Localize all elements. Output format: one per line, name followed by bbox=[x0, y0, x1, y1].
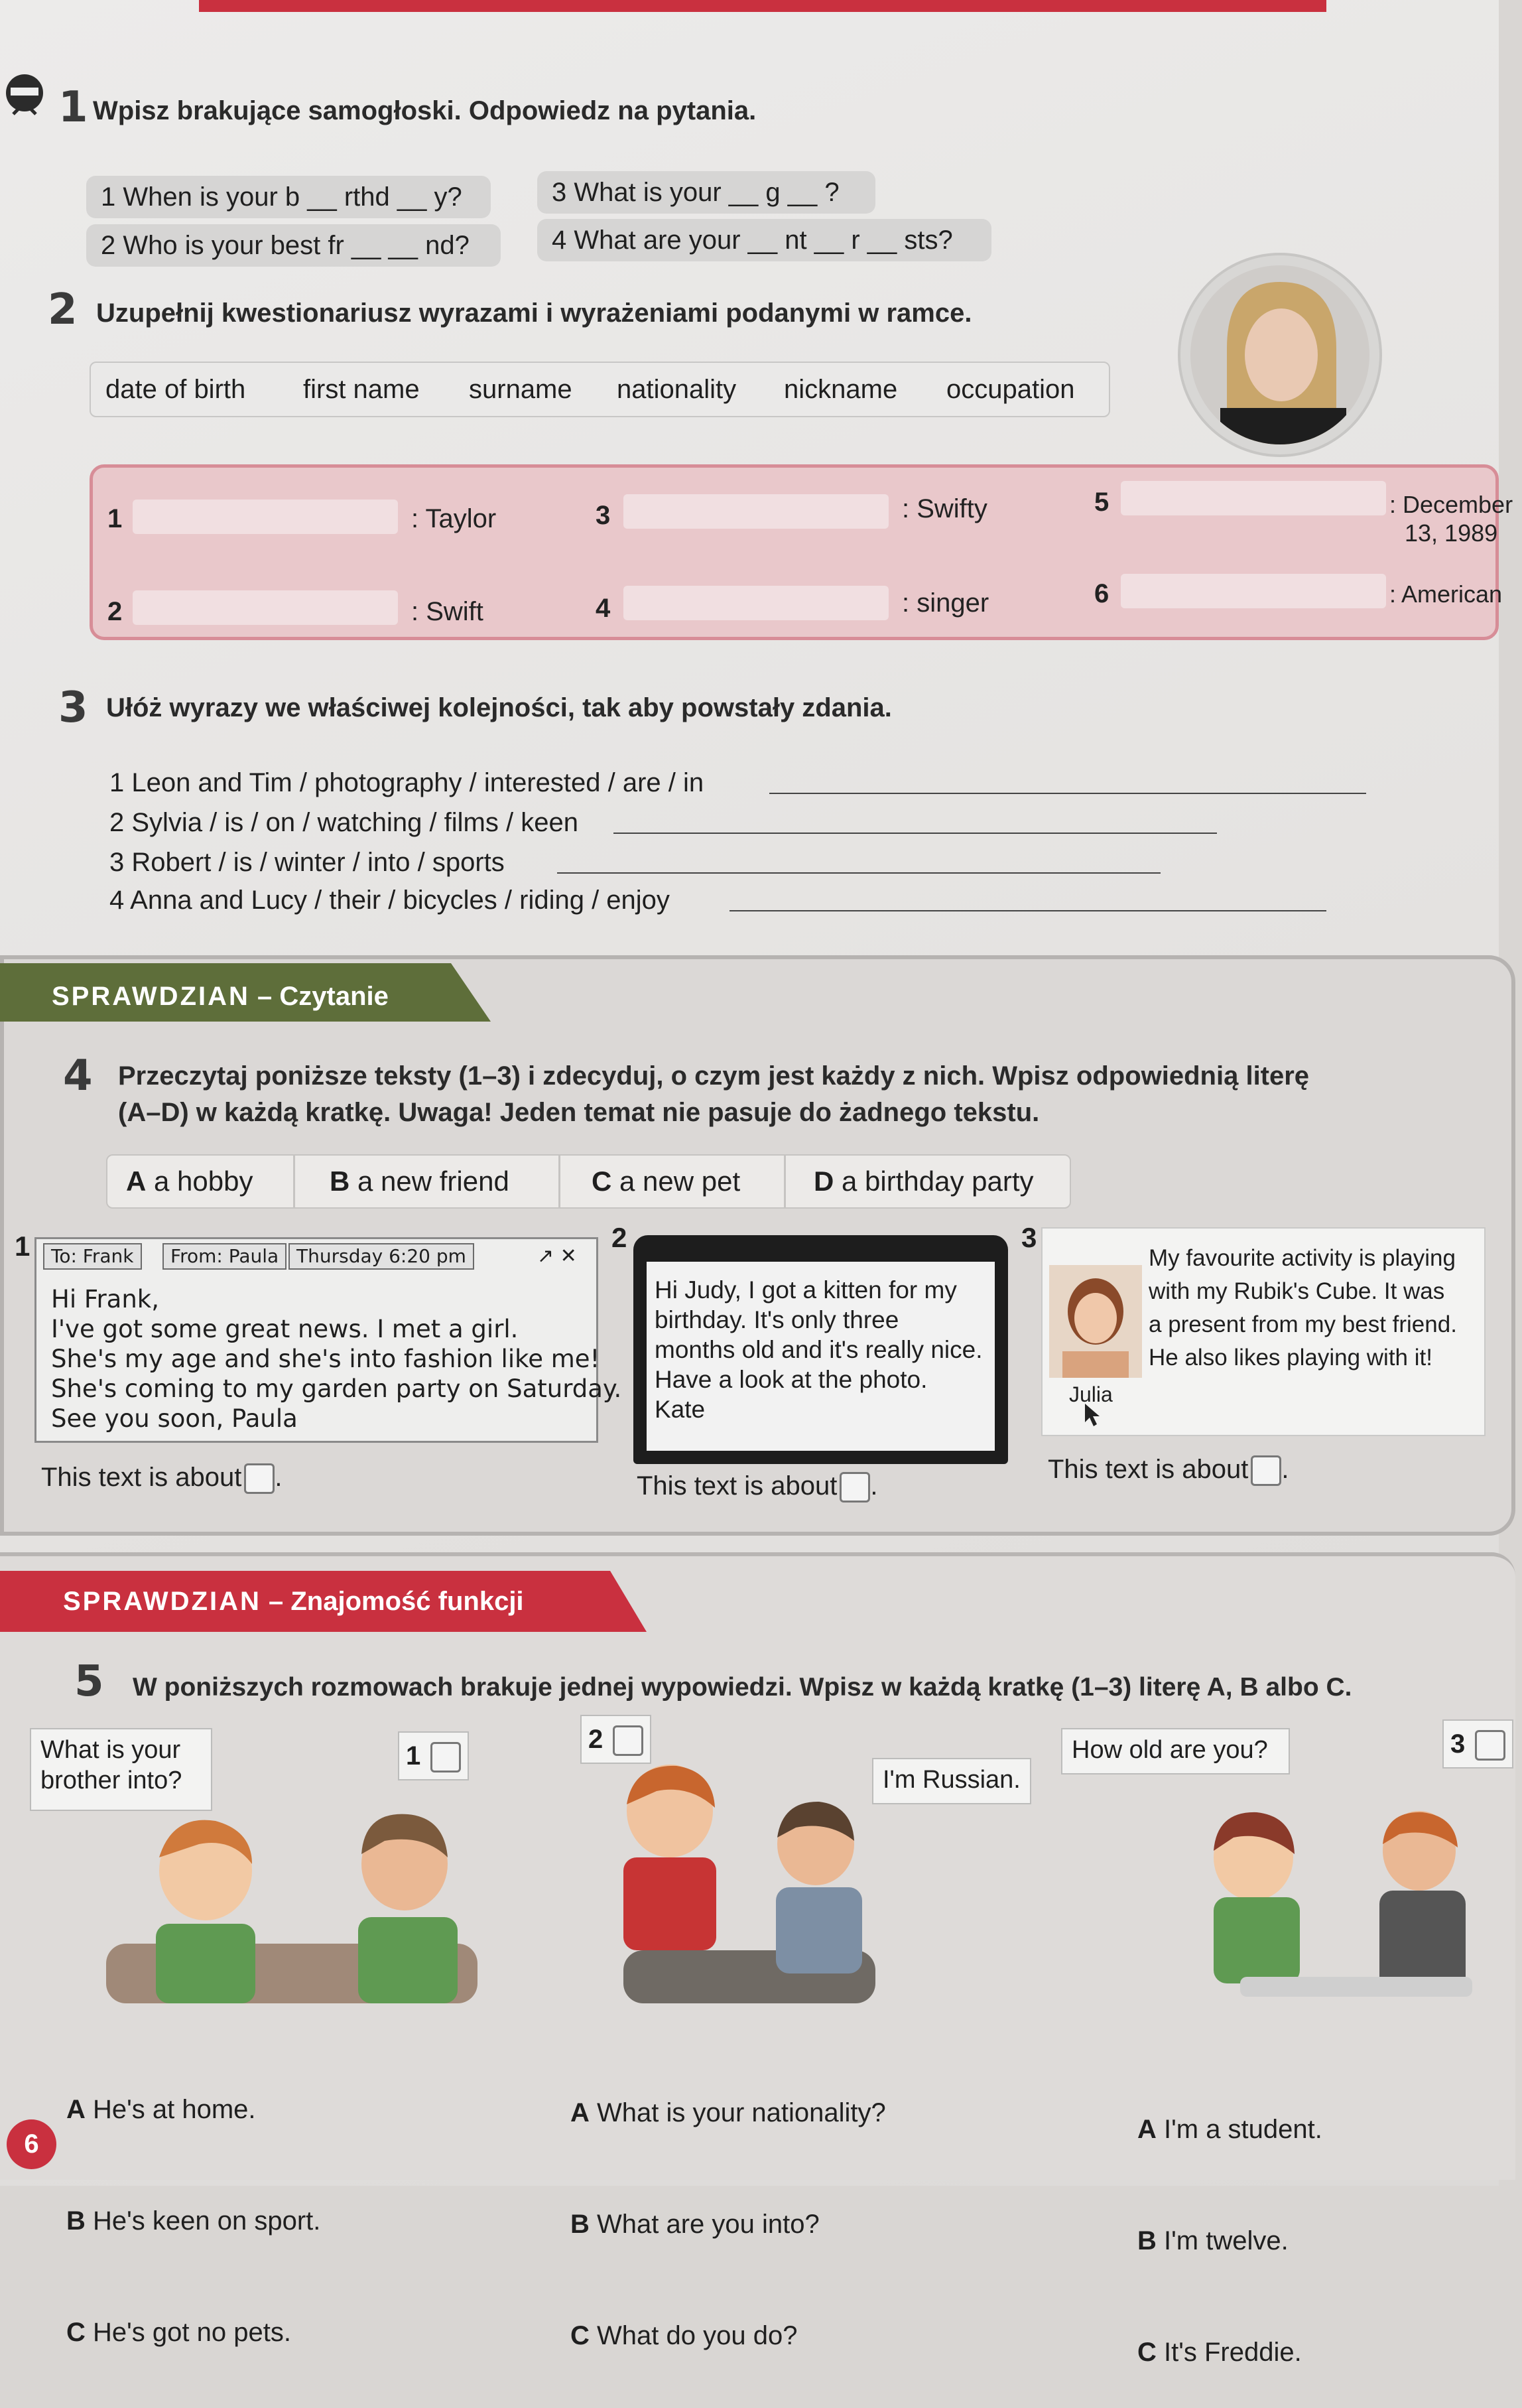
speech-bubble: What is your brother into? bbox=[30, 1728, 212, 1811]
boys-illustration bbox=[597, 1758, 902, 2010]
question-pill: 3 What is your __ g __ ? bbox=[537, 171, 875, 214]
speech-bubble: How old are you? bbox=[1061, 1728, 1290, 1774]
option-divider bbox=[558, 1156, 560, 1207]
form-value: : December bbox=[1389, 491, 1513, 518]
form-field-5[interactable] bbox=[1121, 481, 1386, 515]
word-nationality: nationality bbox=[617, 375, 737, 404]
exercise-title: Przeczytaj poniższe teksty (1–3) i zdecyduj, o czym jest każdy z nich. Wpisz odpowiednią literę bbox=[118, 1061, 1310, 1091]
answer-options-1: A He's at home. B He's keen on sport. C He's got no pets. bbox=[66, 2095, 321, 2347]
profile-post-card bbox=[1041, 1227, 1486, 1436]
text-number: 3 bbox=[1021, 1222, 1037, 1253]
top-band bbox=[199, 0, 1326, 12]
form-field-3[interactable] bbox=[623, 494, 889, 529]
option-divider bbox=[293, 1156, 295, 1207]
exercise-number: 5 bbox=[74, 1657, 104, 1706]
girl-and-boy-illustration bbox=[1167, 1798, 1486, 2023]
sentence-item: 3 Robert / is / winter / into / sports bbox=[109, 848, 505, 877]
option-c: C a new pet bbox=[592, 1166, 741, 1197]
exercise-title: W poniższych rozmowach brakuje jednej wypowiedzi. Wpisz w każdą kratkę (1–3) literę A, B albo C. bbox=[133, 1673, 1352, 1702]
option-d: D a birthday party bbox=[814, 1166, 1034, 1197]
profile-photo bbox=[1049, 1265, 1142, 1378]
form-number: 5 bbox=[1094, 488, 1110, 517]
photo-caption: Julia bbox=[1069, 1382, 1113, 1406]
celebrity-photo bbox=[1180, 255, 1379, 454]
about-answer-3: This text is about . bbox=[1048, 1455, 1289, 1486]
word-nickname: nickname bbox=[784, 375, 898, 404]
speech-bubble: I'm Russian. bbox=[872, 1758, 1031, 1804]
form-number: 3 bbox=[596, 501, 611, 530]
about-answer-1: This text is about . bbox=[41, 1463, 283, 1494]
boys-illustration bbox=[93, 1791, 491, 2010]
form-value: : Swift bbox=[411, 597, 483, 626]
email-time: Thursday 6:20 pm bbox=[288, 1243, 474, 1270]
about-answer-2: This text is about . bbox=[637, 1471, 878, 1503]
form-field-2[interactable] bbox=[133, 590, 398, 625]
page-number: 6 bbox=[7, 2119, 56, 2169]
word-occupation: occupation bbox=[946, 375, 1075, 404]
exercise-title: Wpisz brakujące samogłoski. Odpowiedz na pytania. bbox=[93, 96, 757, 125]
form-value: : Taylor bbox=[411, 504, 497, 533]
reading-banner-text: SPRAWDZIAN – Czytanie bbox=[52, 982, 389, 1011]
exercise-number: 2 bbox=[48, 285, 78, 334]
form-field-4[interactable] bbox=[623, 586, 889, 620]
email-from: From: Paula bbox=[162, 1243, 286, 1270]
form-value: : American bbox=[1389, 580, 1503, 608]
question-pill: 2 Who is your best fr __ __ nd? bbox=[86, 224, 501, 267]
answer-box-2[interactable] bbox=[840, 1472, 870, 1503]
option-divider bbox=[784, 1156, 786, 1207]
answer-line[interactable] bbox=[557, 872, 1161, 874]
form-number: 4 bbox=[596, 594, 611, 623]
exercise-number: 3 bbox=[58, 683, 88, 732]
message-body: Hi Judy, I got a kitten for my birthday. It's only three months old and it's really nice. Have a look at the photo. Kate bbox=[655, 1276, 983, 1423]
question-pill: 1 When is your b __ rthd __ y? bbox=[86, 176, 491, 218]
email-card bbox=[34, 1237, 622, 1443]
word-surname: surname bbox=[469, 375, 572, 404]
form-value: : singer bbox=[902, 588, 989, 618]
form-number: 6 bbox=[1094, 579, 1110, 608]
answer-options-3: A I'm a student. B I'm twelve. C It's Freddie. bbox=[1137, 2115, 1322, 2367]
form-value: : Swifty bbox=[902, 494, 987, 523]
exercise-number: 4 bbox=[63, 1051, 93, 1101]
option-b: B a new friend bbox=[330, 1166, 509, 1197]
form-value: 13, 1989 bbox=[1405, 519, 1498, 547]
option-a: A a hobby bbox=[126, 1166, 253, 1197]
exercise-title: (A–D) w każdą kratkę. Uwaga! Jeden temat nie pasuje do żadnego tekstu. bbox=[118, 1098, 1040, 1127]
form-field-1[interactable] bbox=[133, 500, 398, 534]
form-number: 2 bbox=[107, 597, 123, 626]
mascot-icon bbox=[1, 73, 48, 126]
answer-box-3[interactable] bbox=[1251, 1455, 1281, 1486]
email-to: To: Frank bbox=[43, 1243, 142, 1270]
cursor-icon bbox=[1082, 1402, 1102, 1429]
sentence-item: 2 Sylvia / is / on / watching / films / keen bbox=[109, 808, 578, 837]
word-first-name: first name bbox=[303, 375, 420, 404]
phone-screen bbox=[647, 1262, 995, 1451]
answer-line[interactable] bbox=[769, 793, 1366, 794]
exercise-title: Ułóż wyrazy we właściwej kolejności, tak aby powstały zdania. bbox=[106, 693, 892, 722]
word-date-of-birth: date of birth bbox=[105, 375, 246, 404]
phone-message-card bbox=[633, 1235, 1008, 1464]
word-box bbox=[90, 362, 1110, 417]
questionnaire-form bbox=[90, 464, 1513, 640]
dialog-number-box[interactable]: 3 bbox=[1442, 1719, 1513, 1769]
functions-banner-text: SPRAWDZIAN – Znajomość funkcji bbox=[63, 1587, 524, 1616]
answer-box-1[interactable] bbox=[244, 1463, 275, 1494]
celebrity-photo-frame bbox=[1180, 255, 1379, 454]
answer-line[interactable] bbox=[729, 910, 1326, 911]
answer-options-2: A What is your nationality? B What are you into? C What do you do? bbox=[570, 2098, 886, 2350]
text-number: 2 bbox=[611, 1222, 627, 1253]
exercise-number: 1 bbox=[58, 83, 88, 132]
post-body: My favourite activity is playing with my Rubik's Cube. It was a present from my best friend. He also likes playing with it! bbox=[1149, 1245, 1457, 1371]
sentence-item: 4 Anna and Lucy / their / bicycles / riding / enjoy bbox=[109, 886, 670, 915]
window-controls[interactable]: ↗ ✕ bbox=[537, 1244, 577, 1268]
text-number: 1 bbox=[15, 1231, 31, 1262]
question-pill: 4 What are your __ nt __ r __ sts? bbox=[537, 219, 991, 261]
dialog-number-box[interactable]: 2 bbox=[580, 1715, 651, 1764]
form-number: 1 bbox=[107, 504, 123, 533]
email-body: Hi Frank, I've got some great news. I met a girl. She's my age and she's into fashion like me! She's coming to my garden party on Saturday. See you soon, Paula bbox=[51, 1285, 622, 1433]
sentence-item: 1 Leon and Tim / photography / interested / are / in bbox=[109, 768, 704, 797]
topic-options bbox=[106, 1154, 1071, 1209]
answer-line[interactable] bbox=[613, 833, 1217, 834]
dialog-number-box[interactable]: 1 bbox=[398, 1731, 469, 1780]
exercise-title: Uzupełnij kwestionariusz wyrazami i wyrażeniami podanymi w ramce. bbox=[96, 299, 972, 328]
form-field-6[interactable] bbox=[1121, 574, 1386, 608]
